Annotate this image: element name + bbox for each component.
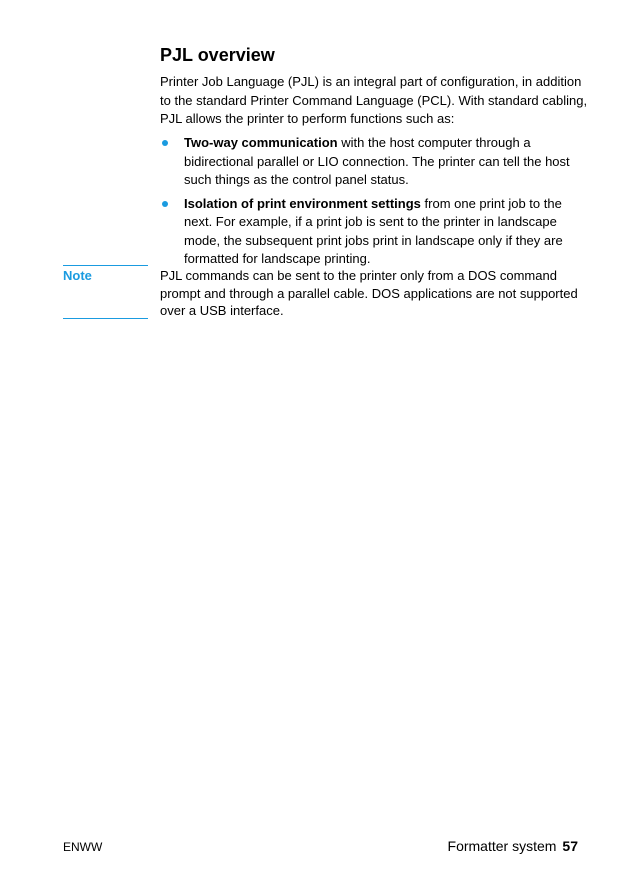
page-number: 57 bbox=[562, 838, 578, 854]
note-text: PJL commands can be sent to the printer only from a DOS command prompt and through a parallel cable. DOS applications are not supported over a USB interface. bbox=[160, 268, 578, 318]
bullet-lead: Two-way communication bbox=[184, 135, 338, 150]
footer-left-label: ENWW bbox=[63, 840, 103, 854]
bullet-lead: Isolation of print environment settings bbox=[184, 195, 421, 211]
footer-right bbox=[448, 837, 578, 855]
bullet-icon bbox=[162, 140, 168, 146]
feature-list bbox=[160, 134, 590, 274]
list-item bbox=[160, 195, 590, 269]
bullet-text: with the host computer through a bidirectional parallel or LIO connection. The printer can tell the host such things as the control panel status. bbox=[184, 135, 570, 187]
bullet-icon bbox=[162, 201, 168, 207]
section-title: PJL overview bbox=[160, 45, 275, 65]
list-item bbox=[160, 134, 590, 190]
bullet-text: from one print job to the next. For example, if a print job is sent to the printer in landscape mode, the subsequent print jobs print in landscape only if they are formatted for landscape printing. bbox=[184, 195, 563, 266]
note-top-rule bbox=[63, 265, 148, 266]
note-bottom-rule bbox=[63, 318, 148, 319]
note-label: Note bbox=[63, 268, 92, 283]
intro-paragraph: Printer Job Language (PJL) is an integral part of configuration, in addition to the standard Printer Command Language (PCL). With standard cabling, PJL allows the printer to perform functions such as: bbox=[160, 74, 588, 126]
footer-chapter-title: Formatter system bbox=[447, 838, 557, 854]
